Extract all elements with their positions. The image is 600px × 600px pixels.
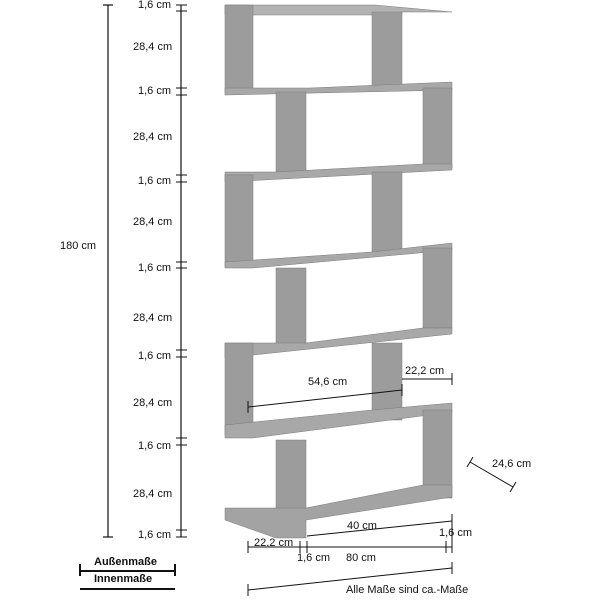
panel-right-2: [423, 88, 452, 168]
panel-left-5: [225, 343, 253, 435]
segment-label-4: 1,6 cm: [138, 175, 172, 187]
segment-label-8: 1,6 cm: [138, 350, 172, 362]
segment-label-10: 1,6 cm: [138, 440, 172, 452]
legend-outer-line: [80, 570, 175, 572]
shelf-3: [225, 243, 452, 268]
segment-label-1: 28,4 cm: [133, 41, 173, 53]
segment-label-0: 1,6 cm: [138, 0, 172, 11]
segment-label-2: 1,6 cm: [138, 85, 172, 97]
panel-right-4: [423, 248, 452, 328]
depth-label: 24,6 cm: [492, 458, 532, 470]
divider-3: [372, 172, 402, 252]
top-board: [225, 5, 452, 15]
side-compartment-label: 22,2 cm: [405, 365, 445, 377]
divider-4: [276, 268, 306, 348]
segment-label-7: 28,4 cm: [133, 312, 173, 324]
approximate-note: Alle Maße sind ca.-Maße: [346, 584, 469, 596]
left-compartment-label: 22,2 cm: [254, 537, 294, 549]
right-panel-label: 1,6 cm: [439, 527, 473, 539]
depth-cap-b: [510, 482, 516, 492]
segment-label-6: 1,6 cm: [138, 262, 172, 274]
panel-left-1: [225, 5, 253, 93]
divider-2: [276, 92, 306, 172]
segment-label-11: 28,4 cm: [133, 488, 173, 500]
legend-outer-tick-right: [174, 564, 176, 576]
legend-inner-label: Innenmaße: [94, 573, 153, 585]
middle-dim-line: [307, 521, 452, 536]
divider-1: [372, 12, 402, 90]
segment-label-3: 28,4 cm: [133, 131, 173, 143]
inner-shelf-label: 54,6 cm: [308, 376, 348, 388]
bottom-board: [225, 485, 452, 538]
panel-left-3: [225, 175, 253, 267]
depth-cap-a: [467, 457, 473, 467]
segment-label-5: 28,4 cm: [133, 216, 173, 228]
total-height-label: 180 cm: [60, 240, 97, 252]
legend-outer-tick-left: [79, 564, 81, 576]
total-width-label: 80 cm: [346, 552, 376, 564]
segment-label-9: 28,4 cm: [133, 397, 173, 409]
legend-outer-label: Außenmaße: [94, 556, 157, 568]
segment-label-12: 1,6 cm: [138, 529, 172, 541]
middle-width-label: 40 cm: [347, 520, 377, 532]
divider-label: 1,6 cm: [297, 552, 331, 564]
legend-inner-line: [80, 588, 175, 590]
shelf-unit: [225, 5, 452, 538]
shelf-2: [225, 164, 452, 182]
shelf-1: [225, 82, 452, 95]
shelf-5: [225, 403, 452, 438]
shelf-4: [225, 328, 452, 358]
